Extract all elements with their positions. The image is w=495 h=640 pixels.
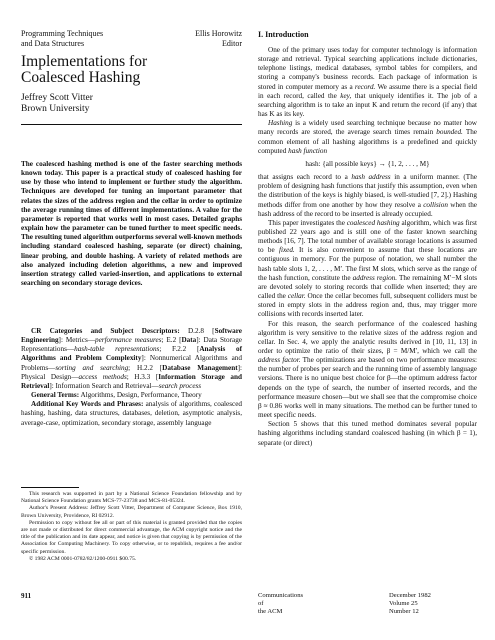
paragraph: that assigns each record to a hash address in a uniform manner. (The problem of designing hash functions that justify this assumption, even when the distribution of the keys is highly biased, is well-studied [7, 2].) Hashing methods differ from one another by how they resolve a collision when the hash address of the record to be inserted is already occupied. [258,173,477,218]
title-rule [21,124,242,125]
hash-equation: hash: {all possible keys} → {1, 2, . . . , M} [305,159,430,168]
author-block [21,93,242,114]
paragraph: Hashing is a widely used searching technique because no matter how many records are stored, the average search times remain bounded. The common element of all hashing algorithms is a predefined and quickly computed hash function [258,119,478,155]
footnote-funding: This research was supported in part by a National Science Foundation fellowship and by National Science Foundation grants MCS-77-23738 and MCS-81-05324. [21,491,242,505]
paragraph: Section 5 shows that this tuned method dominates several popular hashing algorithms including standard coalesced hashing (in which β = 1), separate (or direct) [258,420,477,447]
department-name: Programming Techniques and Data Structures [21,29,104,48]
journal-name: Communications of the ACM [258,592,304,615]
general-terms: General Terms: Algorithms, Design, Performance, Theory [31,391,202,400]
issue-info: December 1982 Volume 25 Number 12 [389,592,431,615]
page-number: 911 [21,592,32,600]
paper-title: Implementations for Coalesced Hashing [21,53,148,86]
footnote-address: Author's Present Address: Jeffrey Scott Vitter, Department of Computer Science, Box 1910, Brown University, Providence, RI 02912. [21,505,242,519]
footnotes [21,491,242,563]
author-name: Jeffrey Scott Vitter [21,93,93,103]
keywords: Additional Key Words and Phrases: analysis of algorithms, coalesced hashing, hashing, data structures, databases, deletion, asymptotic analysis, average-case, optimization, secondary storage, assembly language [21,400,242,427]
introduction-body [258,46,477,448]
paragraph: One of the primary uses today for computer technology is information storage and retrieval. Typical searching applications include dictionaries, telephone listings, medical databases, symbol tables for compilers, and storing a company's business records. Each package of information is stored in computer memory as a record. We assume there is a special field in each record, called the key, that uniquely identifies it. The job of a searching algorithm is to take an input K and return the record (if any) that has K as its key. [258,46,477,119]
classification-block [21,327,242,428]
footnote-rule [21,487,79,488]
abstract: The coalesced hashing method is one of the faster searching methods known today. This paper is a practical study of coalesced hashing for use by those who intend to implement or further study the algorithm. Techniques are developed for tuning an important parameter that relates the sizes of the address region and the cellar in order to optimize the average running times of different implementations. A value for the parameter is reported that works well in most cases. Detailed graphs explain how the parameter can be tuned further to meet specific needs. The resulting tuned algorithm outperforms several well-known methods including standard coalesced hashing, separate (or direct) chaining, linear probing, and double hashing. A variety of related methods are also analyzed including deletion algorithms, a new and improved insertion strategy called varied-insertion, and applications to external searching on secondary storage devices. [21,160,242,288]
paragraph: For this reason, the search performance of the coalesced hashing algorithm is very sensitive to the relative sizes of the address region and cellar. In Sec. 4, we apply the analytic results derived in [10, 11, 13] in order to optimize the ratio of their sizes, β = M/M′, which we call the address factor. The optimizations are based on two performance measures: the number of probes per search and the running time of assembly language versions. There is no unique best choice for β—the optimum address factor depends on the type of search, the number of inserted records, and the performance measure chosen—but we shall see that the compromise choice β ≈ 0.86 works well in many situations. The method can be further tuned to meet specific needs. [258,319,477,420]
cr-categories: CR Categories and Subject Descriptors: D.2.8 [Software Engineering]: Metrics—performance measures; E.2 [Data]: Data Storage Representations—hash-table representations; F.2.2 [Analysis of Algorithms and Problem Complexity]: Nonnumerical Algorithms and Problems—sorting and searching; H.2.2 [Database Management]: Physical Design—access methods; H.3.3 [Information Storage and Retrieval]: Information Search and Retrieval—search process [21,327,242,390]
footnote-copyright: © 1982 ACM 0001-0782/82/1200-0911 $00.75. [29,555,137,562]
department-editor: Ellis Horowitz Editor [195,29,242,48]
paragraph: This paper investigates the coalesced hashing algorithm, which was first published 22 years ago and is still one of the faster known searching methods [16, 7]. The total number of available storage locations is assumed to be fixed. It is also convenient to assume that these locations are contiguous in memory. For the purpose of notation, we shall number the hash table slots 1, 2, . . . , M′. The first M slots, which serve as the range of the hash function, constitute the address region. The remaining M′−M slots are devoted solely to storing records that collide when inserted; they are called the cellar. Once the cellar becomes full, subsequent colliders must be stored in empty slots in the address region and, thus, may trigger more collisions with records inserted later. [258,218,478,319]
author-affiliation: Brown University [21,103,90,114]
section-heading: I. Introduction [258,30,309,39]
footnote-permission: Permission to copy without fee all or part of this material is granted provided that the copies are not made or distributed for direct commercial advantage, the ACM copyright notice and the title of the publication and its date appear, and notice is given that copying is by permission of the Association for Computing Machinery. To copy otherwise, or to republish, requires a fee and/or specific permission. [21,519,242,555]
